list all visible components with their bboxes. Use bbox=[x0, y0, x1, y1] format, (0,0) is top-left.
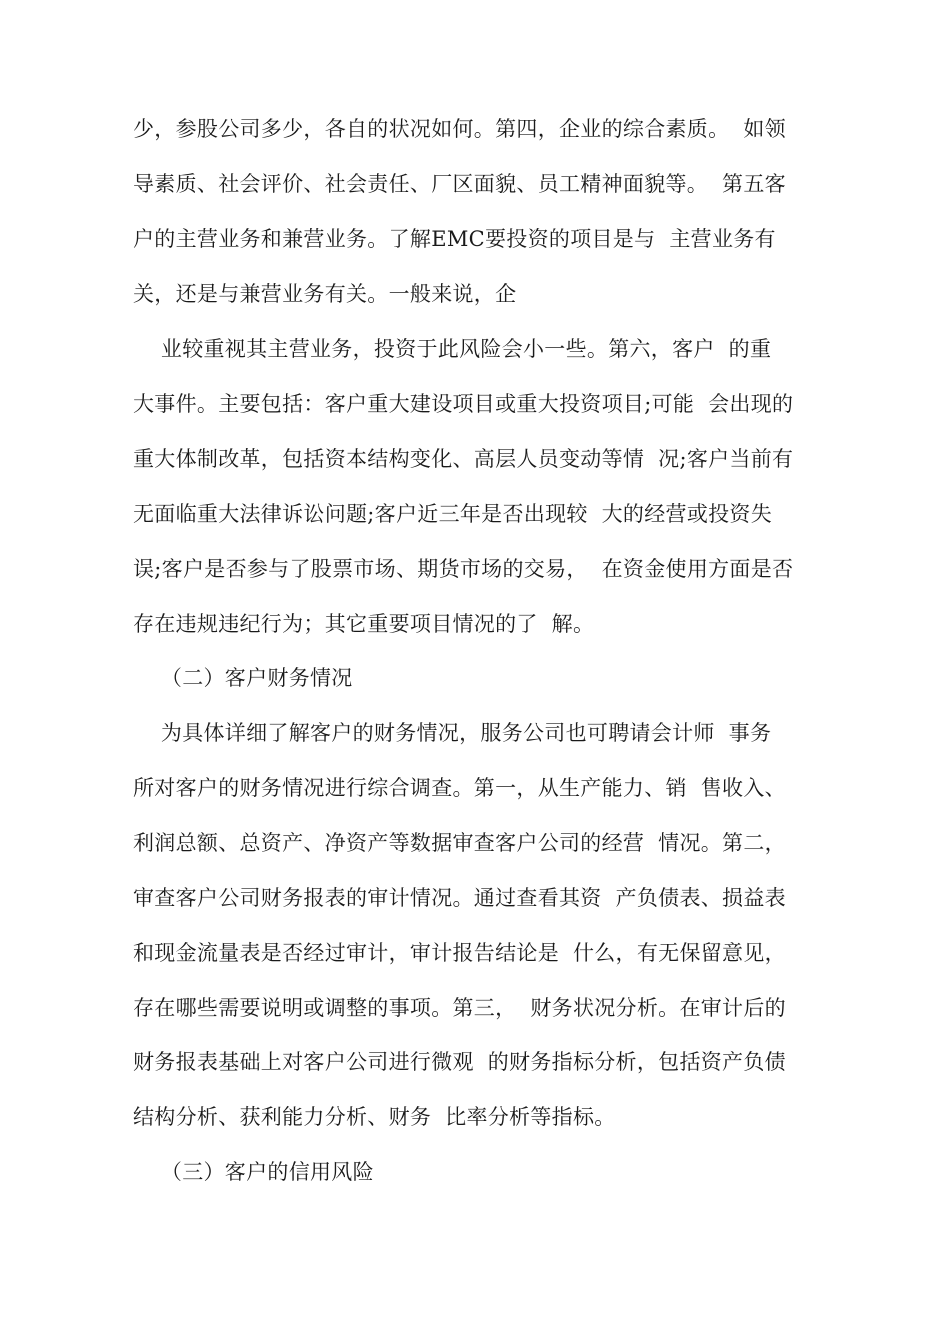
text-line: 业较重视其主营业务，投资于此风险会小一些。第六，客户 的重 bbox=[133, 337, 772, 361]
text-line: 重大体制改革，包括资本结构变化、高层人员变动等情 况;客户当前有 bbox=[133, 447, 794, 471]
text-line: 误;客户是否参与了股票市场、期货市场的交易， 在资金使用方面是否 bbox=[133, 557, 794, 581]
text-line: 关，还是与兼营业务有关。一般来说，企 bbox=[133, 282, 517, 306]
section-heading: （三）客户的信用风险 bbox=[133, 1160, 374, 1184]
text-line: 为具体详细了解客户的财务情况，服务公司也可聘请会计师 事务 bbox=[133, 721, 772, 745]
text-line: 和现金流量表是否经过审计，审计报告结论是 什么，有无保留意见， bbox=[133, 941, 786, 965]
text-line: 存在哪些需要说明或调整的事项。第三， 财务状况分析。在审计后的 bbox=[133, 996, 786, 1020]
section-heading: （二）客户财务情况 bbox=[133, 666, 353, 690]
text-line: 财务报表基础上对客户公司进行微观 的财务指标分析，包括资产负债 bbox=[133, 1050, 786, 1074]
text-line: 结构分析、获利能力分析、财务 比率分析等指标。 bbox=[133, 1105, 616, 1129]
text-line: 审查客户公司财务报表的审计情况。通过查看其资 产负债表、损益表 bbox=[133, 886, 786, 910]
text-line: 无面临重大法律诉讼问题;客户近三年是否出现较 大的经营或投资失 bbox=[133, 502, 773, 526]
text-line: 存在违规违纪行为；其它重要项目情况的了 解。 bbox=[133, 612, 595, 636]
text-line: 少，参股公司多少，各自的状况如何。第四，企业的综合素质。 如领 bbox=[133, 117, 786, 141]
text-line: 大事件。主要包括：客户重大建设项目或重大投资项目;可能 会出现的 bbox=[133, 392, 794, 416]
text-line: 所对客户的财务情况进行综合调查。第一，从生产能力、销 售收入、 bbox=[133, 776, 786, 800]
text-line: 导素质、社会评价、社会责任、厂区面貌、员工精神面貌等。 第五客 bbox=[133, 172, 786, 196]
text-line: 利润总额、总资产、净资产等数据审查客户公司的经营 情况。第二， bbox=[133, 831, 786, 855]
text-line: 户的主营业务和兼营业务。了解EMC要投资的项目是与 主营业务有 bbox=[133, 227, 776, 251]
